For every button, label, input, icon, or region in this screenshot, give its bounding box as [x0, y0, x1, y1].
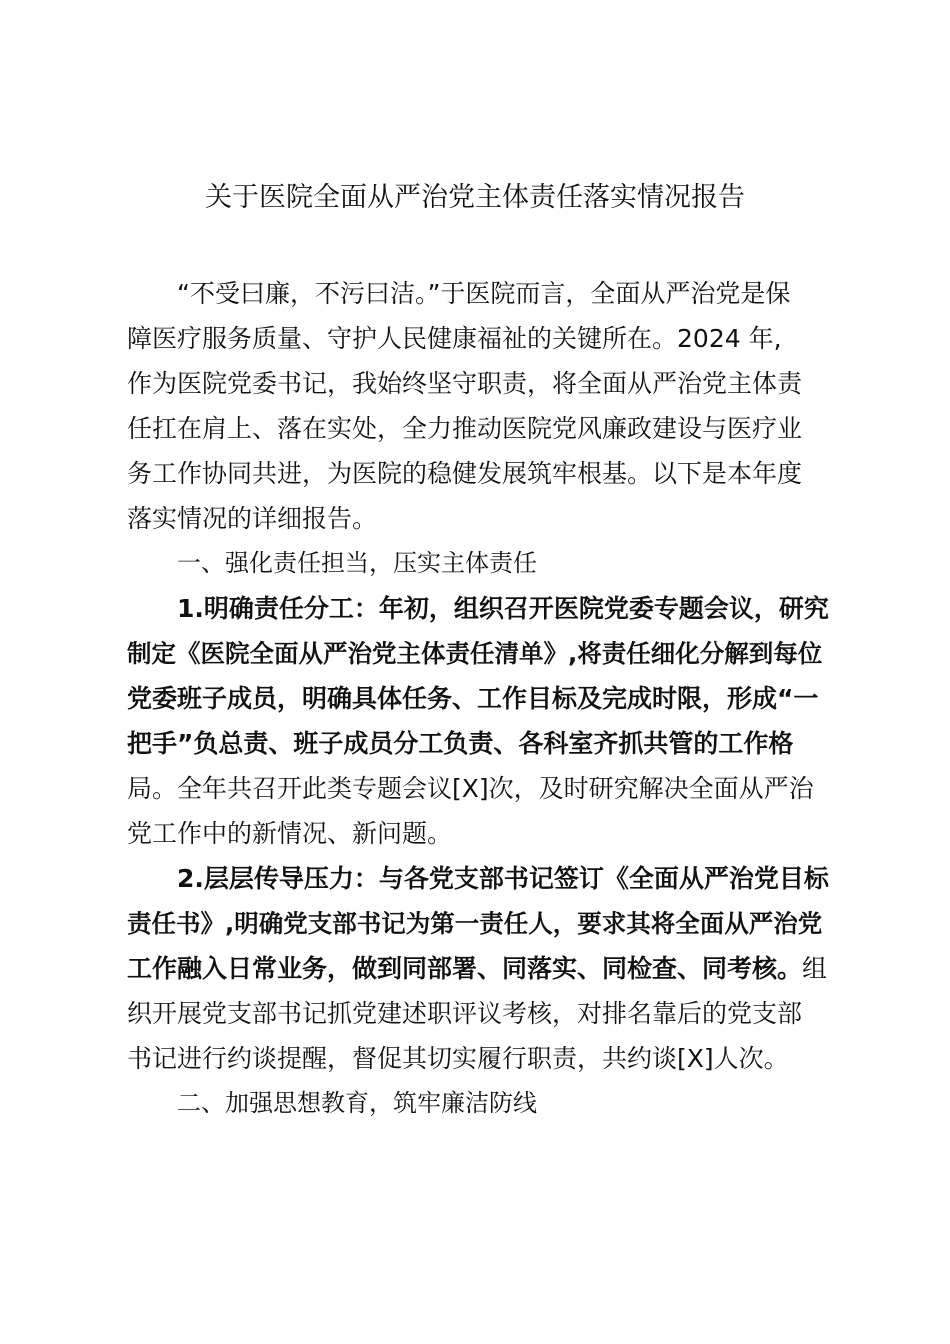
item-2-normal-fragment: 组 — [802, 954, 828, 983]
intro-line: 作为医院党委书记，我始终坚守职责，将全面从严治党主体责 — [127, 369, 803, 398]
document-body — [127, 271, 832, 1126]
item-2-bold-line: 2.层层传导压力：与各党支部书记签订《全面从严治党目标 — [177, 864, 829, 893]
document-title: 关于医院全面从严治党主体责任落实情况报告 — [205, 182, 745, 213]
intro-line: “不受曰廉，不污曰洁。”于医院而言，全面从严治党是保 — [177, 279, 791, 308]
item-1-line: 党工作中的新情况、新问题。 — [127, 819, 453, 848]
item-2-bold-line: 责任书》,明确党支部书记为第一责任人，要求其将全面从严治党 — [127, 909, 823, 938]
item-2-line: 书记进行约谈提醒，督促其切实履行职责，共约谈[X]人次。 — [127, 1044, 789, 1073]
item-1-paragraph — [127, 586, 832, 856]
intro-paragraph — [127, 271, 832, 541]
item-1-line: 局。全年共召开此类专题会议[X]次，及时研究解决全面从严治 — [127, 774, 814, 803]
intro-line: 任扛在肩上、落在实处，全力推动医院党风廉政建设与医疗业 — [127, 414, 803, 443]
section-heading-2: 二、加强思想教育，筑牢廉洁防线 — [177, 1089, 537, 1117]
item-2-line: 织开展党支部书记抓党建述职评议考核，对排名靠后的党支部 — [127, 999, 803, 1028]
item-1-bold-line: 党委班子成员，明确具体任务、工作目标及完成时限，形成“一 — [127, 684, 819, 713]
item-2-mixed-line — [127, 946, 832, 991]
item-1-bold-line: 制定《医院全面从严治党主体责任清单》,将责任细化分解到每位 — [127, 639, 823, 668]
item-2-bold-fragment: 工作融入日常业务，做到同部署、同落实、同检查、同考核。 — [127, 954, 803, 983]
intro-line: 障医疗服务质量、守护人民健康福祉的关键所在。2024 年, — [127, 324, 782, 353]
item-2-paragraph — [127, 856, 832, 1081]
intro-line: 务工作协同共进，为医院的稳健发展筑牢根基。以下是本年度 — [127, 459, 803, 488]
item-1-bold-line: 把手”负总责、班子成员分工负责、各科室齐抓共管的工作格 — [127, 729, 794, 758]
item-1-bold-line: 1.明确责任分工：年初，组织召开医院党委专题会议，研究 — [177, 594, 829, 623]
section-heading-1: 一、强化责任担当，压实主体责任 — [177, 549, 537, 577]
intro-line: 落实情况的详细报告。 — [127, 504, 378, 533]
